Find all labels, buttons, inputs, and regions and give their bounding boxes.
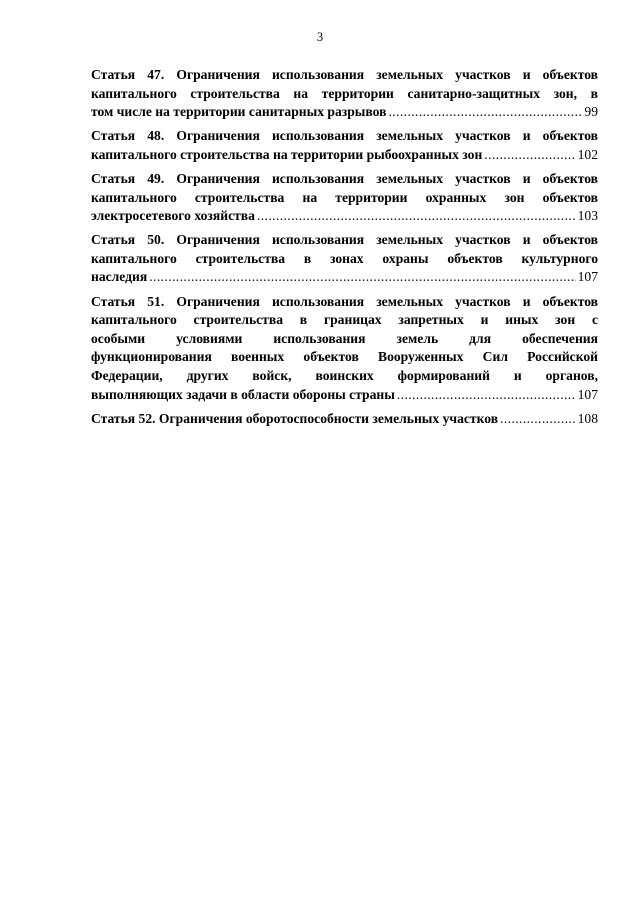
toc-entry-line: особыми условиями использования земель для обеспечения <box>91 330 598 346</box>
toc-entry-article-50[interactable] <box>91 231 598 287</box>
toc-entry-line: Федерации, других войск, воинских формирований и органов, <box>91 367 598 383</box>
toc-entry-line: капитального строительства на территории охранных зон объектов <box>91 189 598 205</box>
toc-entry-last-line <box>91 410 598 429</box>
dot-leader <box>500 410 576 429</box>
page-number: 3 <box>316 30 324 44</box>
dot-leader <box>388 103 582 122</box>
dot-leader <box>484 146 575 165</box>
toc-entry-title-end: капитального строительства на территории рыбоохранных зон <box>91 146 483 162</box>
toc-entry-line: Статья 50. Ограничения использования земельных участков и объектов <box>91 232 598 248</box>
toc-entry-line: капитального строительства на территории санитарно-защитных зон, в <box>91 85 598 101</box>
toc-entry-line: Статья 47. Ограничения использования земельных участков и объектов <box>91 67 598 82</box>
toc-page-number: 103 <box>577 208 598 224</box>
toc-entry-last-line <box>91 146 598 165</box>
toc-entry-title-end: выполняющих задачи в области обороны страны <box>91 386 395 402</box>
table-of-contents <box>91 66 598 434</box>
toc-entry-article-51[interactable] <box>91 293 598 405</box>
toc-entry-line: капитального строительства в границах запретных и иных зон с <box>91 312 598 328</box>
toc-entry-line: Статья 49. Ограничения использования земельных участков и объектов <box>91 170 598 186</box>
toc-page-number: 99 <box>584 104 598 120</box>
toc-entry-article-48[interactable] <box>91 127 598 164</box>
dot-leader <box>397 386 576 405</box>
toc-entry-title-end: Статья 52. Ограничения оборотоспособности земельных участков <box>91 410 499 426</box>
toc-page-number: 108 <box>577 410 598 426</box>
toc-entry-title-end: том числе на территории санитарных разрывов <box>91 104 387 120</box>
dot-leader <box>257 207 576 226</box>
toc-entry-article-52[interactable] <box>91 410 598 429</box>
dot-leader <box>149 268 575 287</box>
toc-page-number: 107 <box>577 386 598 402</box>
toc-entry-line: Статья 48. Ограничения использования земельных участков и объектов <box>91 128 598 144</box>
toc-entry-last-line <box>91 386 598 405</box>
toc-entry-title-end: наследия <box>91 269 148 285</box>
toc-entry-article-47[interactable] <box>91 66 598 122</box>
toc-entry-last-line <box>91 103 598 122</box>
toc-entry-last-line <box>91 207 598 226</box>
toc-entry-last-line <box>91 268 598 287</box>
toc-entry-line: капитального строительства в зонах охраны объектов культурного <box>91 250 598 266</box>
toc-entry-line: Статья 51. Ограничения использования земельных участков и объектов <box>91 293 598 309</box>
toc-entry-line: функционирования военных объектов Вооруженных Сил Российской <box>91 349 598 365</box>
toc-entry-article-49[interactable] <box>91 170 598 226</box>
toc-entry-title-end: электросетевого хозяйства <box>91 208 255 224</box>
toc-page-number: 107 <box>577 269 598 285</box>
toc-page-number: 102 <box>577 146 598 162</box>
